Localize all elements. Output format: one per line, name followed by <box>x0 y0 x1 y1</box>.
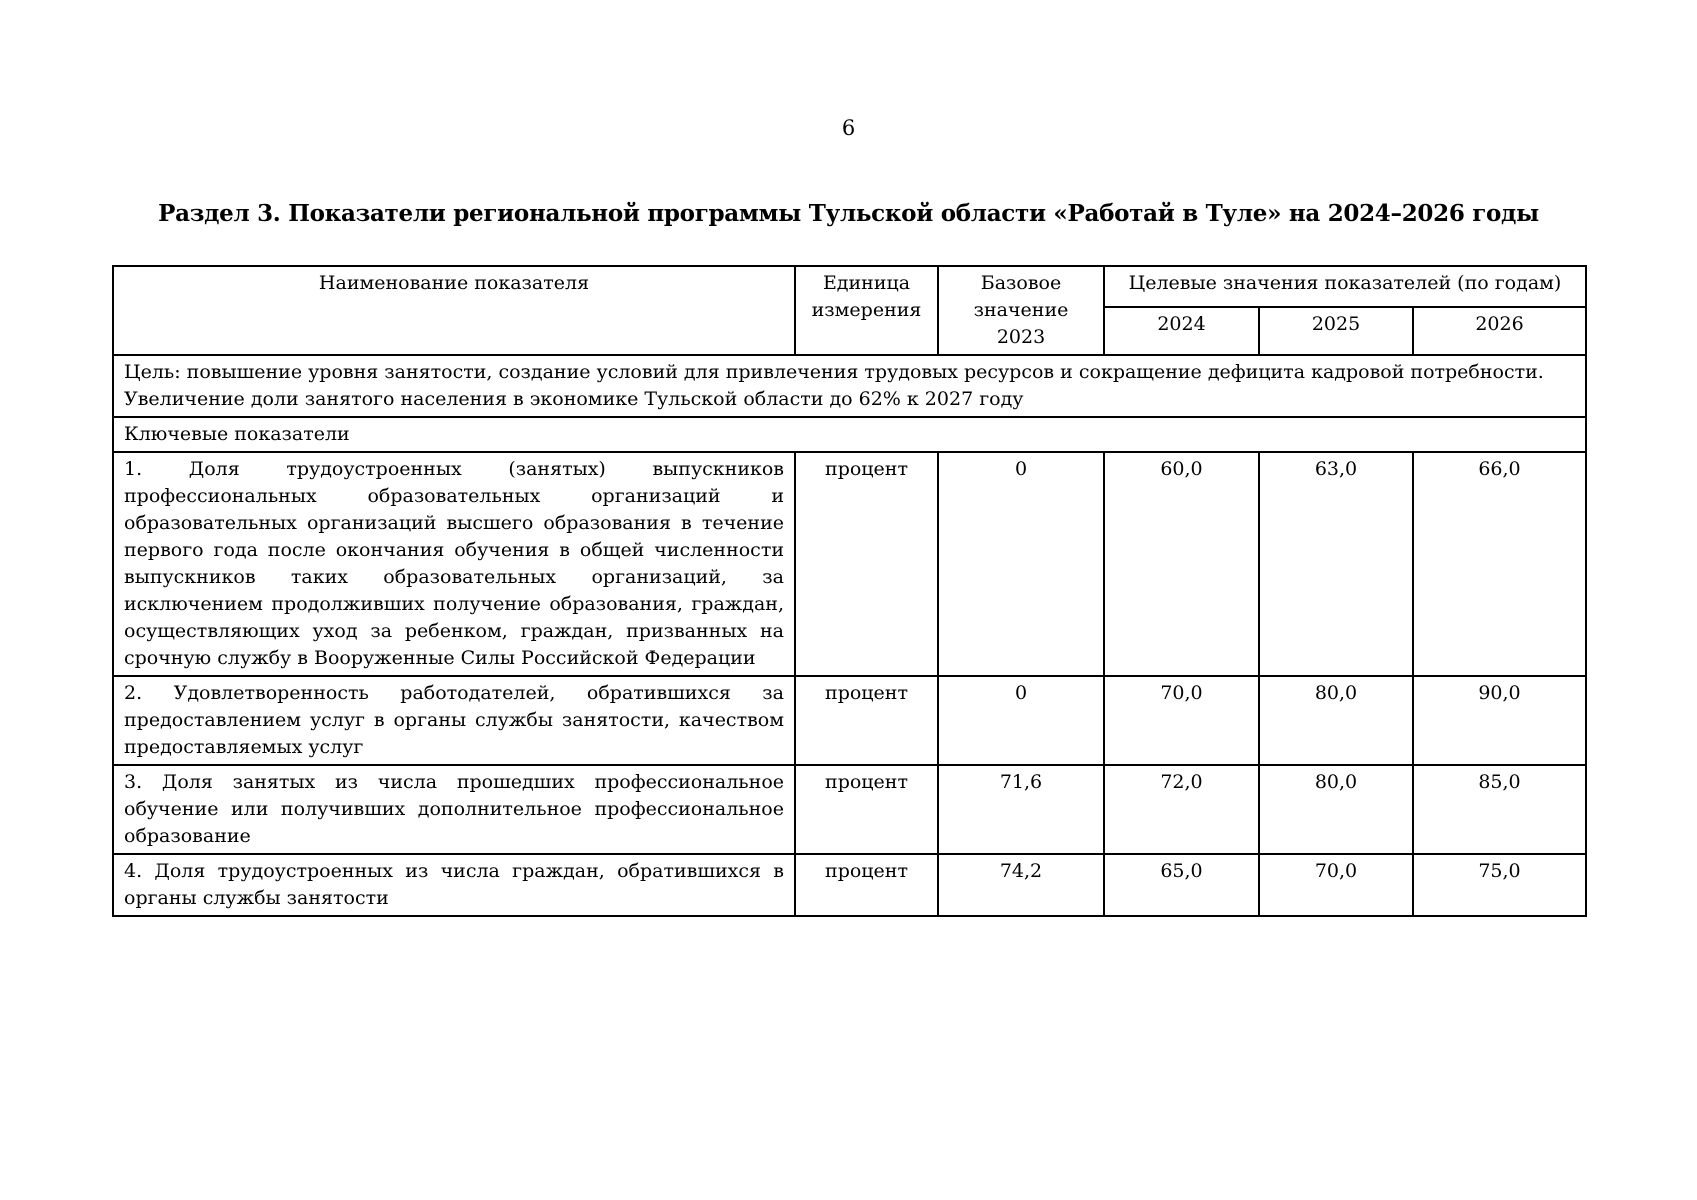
indicator-base: 71,6 <box>938 765 1104 854</box>
indicator-2026: 85,0 <box>1413 765 1586 854</box>
indicator-unit: процент <box>795 854 938 916</box>
indicator-name: 2. Удовлетворенность работодателей, обратившихся за предоставлением услуг в органы службы занятости, качеством предоставляемых услуг <box>113 676 795 765</box>
indicator-unit: процент <box>795 452 938 676</box>
header-row <box>113 266 1586 307</box>
goal-text: Цель: повышение уровня занятости, создание условий для привлечения трудовых ресурсов и сокращение дефицита кадровой потребности. Увеличение доли занятого населения в экономике Тульской области до 62% к 2027 году <box>113 355 1586 417</box>
indicator-2024: 65,0 <box>1104 854 1259 916</box>
indicator-2025: 80,0 <box>1259 676 1413 765</box>
indicator-name: 1. Доля трудоустроенных (занятых) выпускников профессиональных образовательных организаций и образовательных организаций высшего образования в течение первого года после окончания обучения в общей численности выпускников таких образовательных организаций, за исключением продолживших получение образования, граждан, осуществляющих уход за ребенком, граждан, призванных на срочную службу в Вооруженные Силы Российской Федерации <box>113 452 795 676</box>
goal-row <box>113 355 1586 417</box>
indicator-2024: 72,0 <box>1104 765 1259 854</box>
indicator-2024: 70,0 <box>1104 676 1259 765</box>
table-row <box>113 452 1586 676</box>
indicator-base: 74,2 <box>938 854 1104 916</box>
header-year: 2026 <box>1413 307 1586 355</box>
indicators-table <box>112 265 1587 917</box>
section-label: Ключевые показатели <box>113 417 1586 452</box>
header-name: Наименование показателя <box>113 266 795 355</box>
header-targets: Целевые значения показателей (по годам) <box>1104 266 1586 307</box>
indicator-base: 0 <box>938 676 1104 765</box>
indicator-2026: 90,0 <box>1413 676 1586 765</box>
indicator-2026: 66,0 <box>1413 452 1586 676</box>
indicator-name: 3. Доля занятых из числа прошедших профессиональное обучение или получивших дополнительное профессиональное образование <box>113 765 795 854</box>
indicator-2025: 80,0 <box>1259 765 1413 854</box>
indicator-2025: 70,0 <box>1259 854 1413 916</box>
indicator-2025: 63,0 <box>1259 452 1413 676</box>
header-year: 2025 <box>1259 307 1413 355</box>
header-base: Базовое значение 2023 <box>938 266 1104 355</box>
table-row <box>113 765 1586 854</box>
indicator-2024: 60,0 <box>1104 452 1259 676</box>
page-number: 6 <box>841 116 856 140</box>
header-unit: Единица измерения <box>795 266 938 355</box>
indicator-unit: процент <box>795 765 938 854</box>
table-row <box>113 854 1586 916</box>
header-year: 2024 <box>1104 307 1259 355</box>
table-row <box>113 676 1586 765</box>
indicator-unit: процент <box>795 676 938 765</box>
indicator-base: 0 <box>938 452 1104 676</box>
indicator-2026: 75,0 <box>1413 854 1586 916</box>
section-title: Раздел 3. Показатели региональной программы Тульской области «Работай в Туле» на 2024–2026 годы <box>158 200 1539 227</box>
indicator-name: 4. Доля трудоустроенных из числа граждан, обратившихся в органы службы занятости <box>113 854 795 916</box>
section-row <box>113 417 1586 452</box>
